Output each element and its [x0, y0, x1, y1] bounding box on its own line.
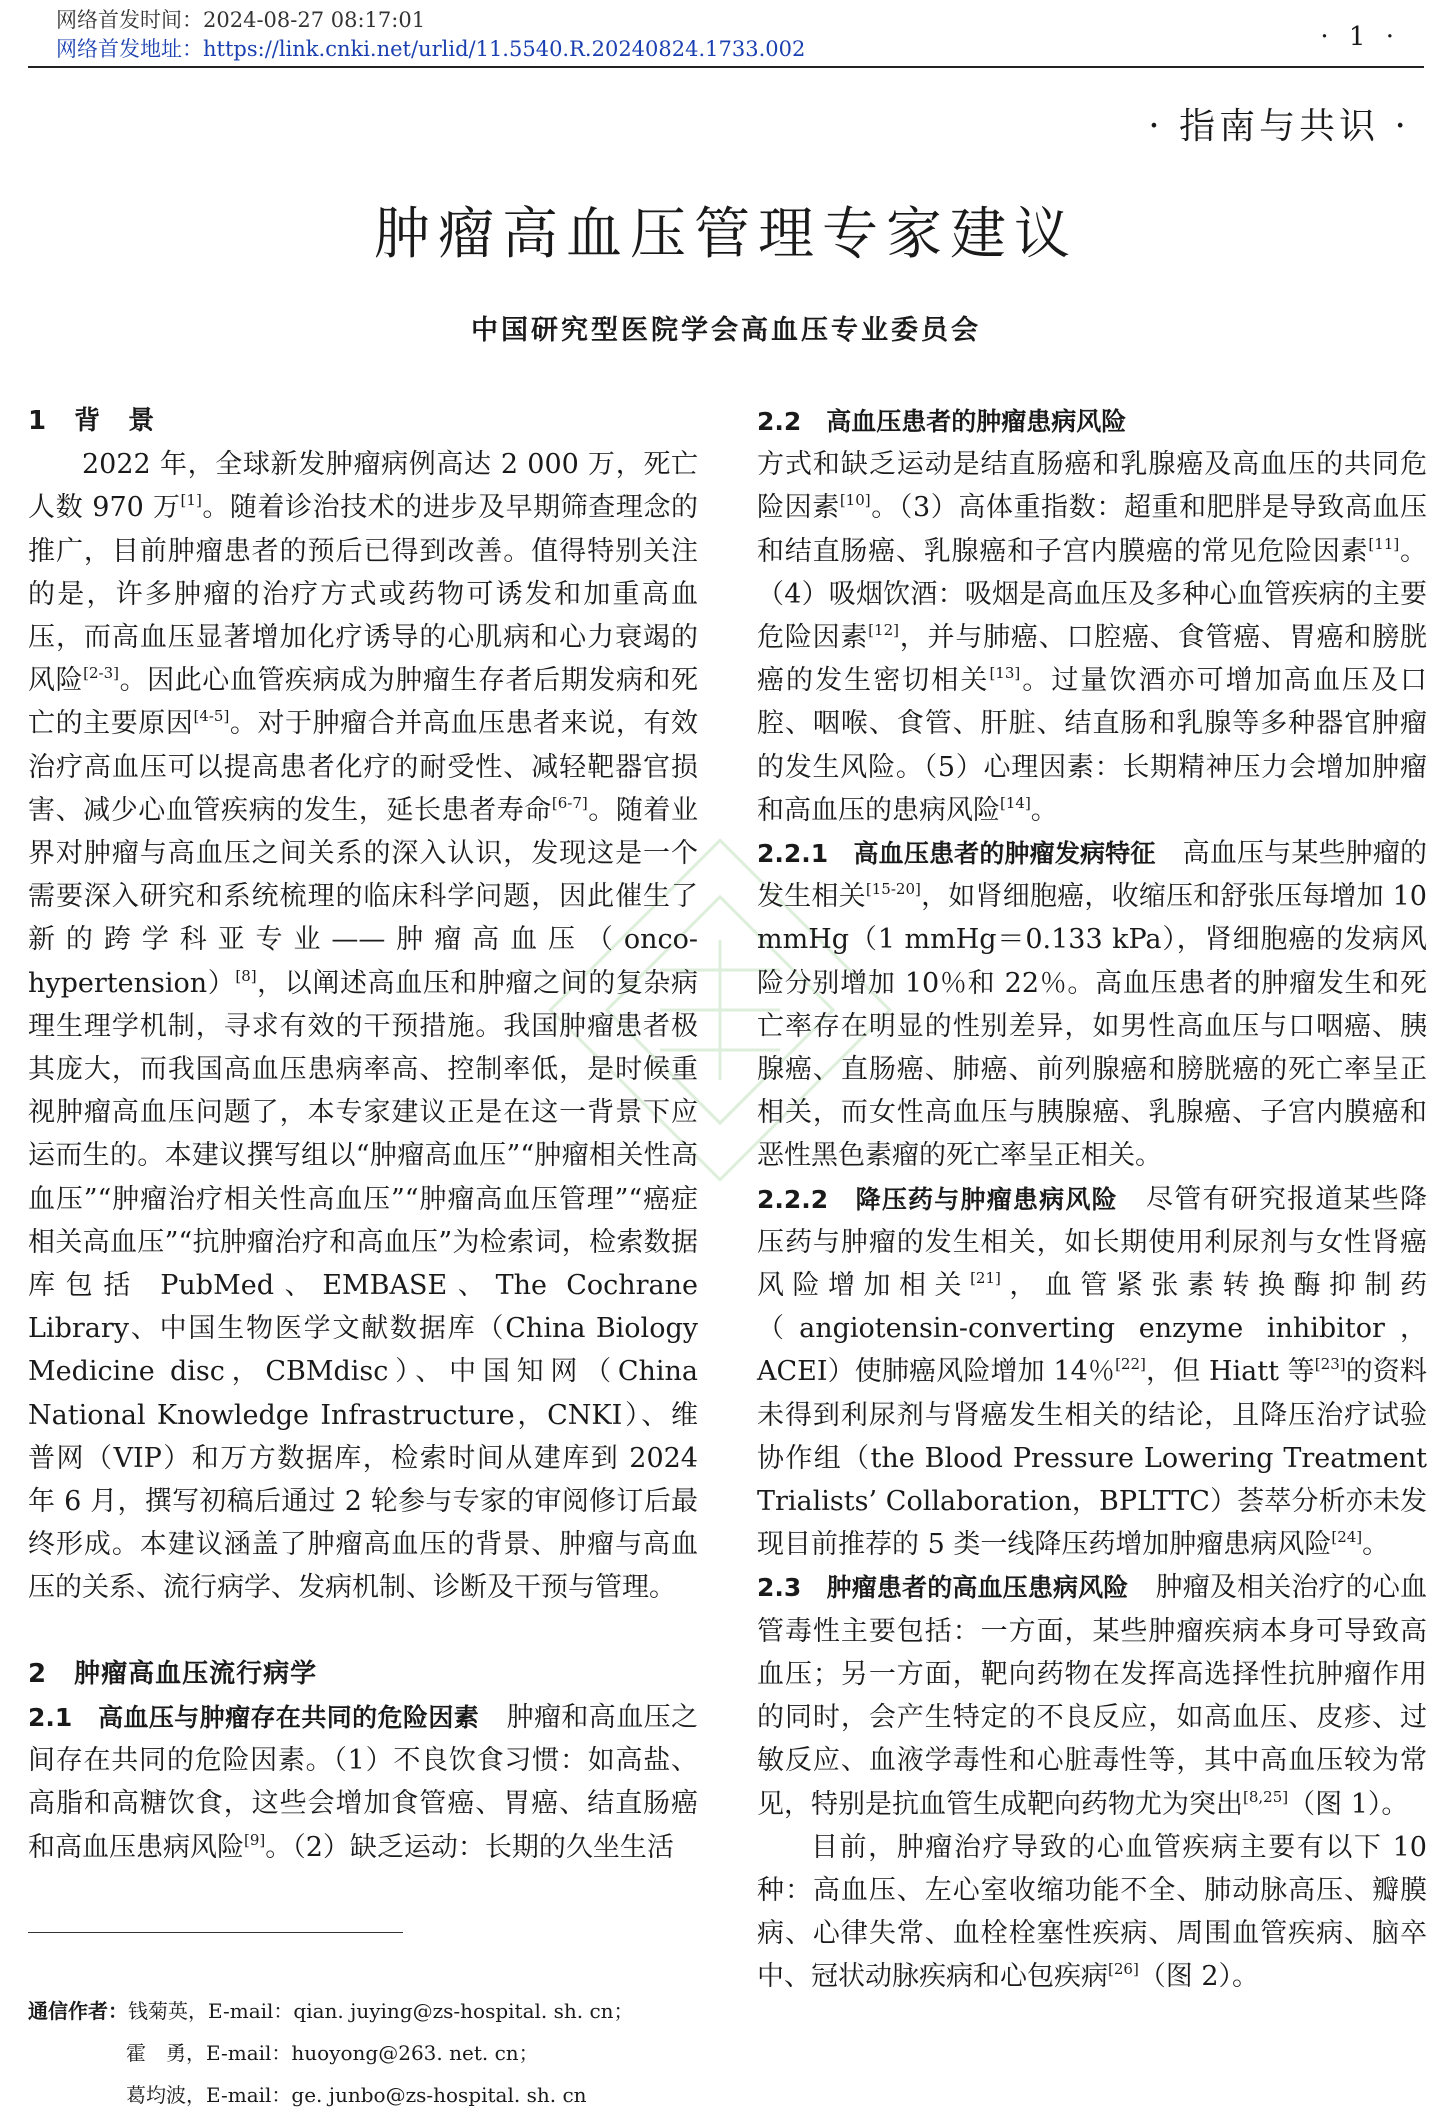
publication-meta — [56, 6, 805, 64]
page-number: · 1 · — [1320, 22, 1400, 52]
text-run: 尽管有研究报道某些降压药与肿瘤的发生相关，如长期使用利尿剂与女性肾癌风险增加相关 — [757, 1183, 1427, 1302]
publish-time: 网络首发时间：2024-08-27 08:17:01 — [56, 8, 426, 32]
footnote-divider — [28, 1932, 403, 1933]
publish-url[interactable]: 网络首发地址：https://link.cnki.net/urlid/11.5540.R.20240824.1733.002 — [56, 37, 806, 61]
citation[interactable]: [15-20] — [865, 880, 921, 899]
text-run: 。（3）高体重指数：超重和肥胖是导致高血压和结直肠癌、乳腺癌和子宫内膜癌的常见危险因素 — [757, 492, 1428, 567]
text-run: 肿瘤及相关治疗的心血管毒性主要包括：一方面，某些肿瘤疾病本身可导致高血压；另一方面，靶向药物在发挥高选择性抗肿瘤作用的同时，会产生特定的不良反应，如高血压、皮疹、过敏反应、血液学毒性和心脏毒性等，其中高血压较为常见，特别是抗血管生成靶向药物尤为突出 — [757, 1572, 1427, 1820]
text-run: ，但 Hiatt 等 — [1145, 1356, 1315, 1388]
text-run: ，血管紧张素转换酶抑制药（angiotensin-converting enzyme inhibitor，ACEI）使肺癌风险增加 14％ — [757, 1270, 1428, 1388]
subsection-heading-2-1: 2.1 高血压与肿瘤存在共同的危险因素 — [28, 1702, 480, 1732]
text-run: （图 1）。 — [1288, 1788, 1409, 1820]
citation[interactable]: [22] — [1115, 1355, 1146, 1374]
text-run: （图 2）。 — [1138, 1961, 1260, 1993]
citation[interactable]: [4-5] — [193, 707, 230, 726]
article-authors: 中国研究型医院学会高血压专业委员会 — [471, 315, 981, 346]
subsection-heading-2-2-2: 2.2.2 降压药与肿瘤患病风险 — [757, 1184, 1118, 1214]
text-run: 方式和缺乏运动是结直肠癌和乳腺癌及高血压的共同危险因素 — [757, 449, 1427, 524]
citation[interactable]: [8] — [235, 966, 257, 985]
section-2-1-paragraph: 2.1 高血压与肿瘤存在共同的危险因素 肿瘤和高血压之间存在共同的危险因素。（1）不良饮食习惯：如高盐、高脂和高糖饮食，这些会增加食管癌、胃癌、结直肠癌和高血压患病风险[9]。（2）缺乏运动：长期的久坐生活 — [28, 1701, 699, 1863]
citation[interactable]: [23] — [1314, 1355, 1346, 1374]
text-run: 。过量饮酒亦可增加高血压及口腔、咽喉、食管、肝脏、结直肠和乳腺等多种器官肿瘤的发生风险。（5）心理因素：长期精神压力会增加肿瘤和高血压的患病风险 — [757, 665, 1427, 826]
section-heading-2: 2 肿瘤高血压流行病学 — [28, 1658, 318, 1689]
footnote-author-2: 霍 勇，E-mail：huoyong@263. net. cn； — [126, 2041, 539, 2065]
footnote-author-3: 葛均波，E-mail：ge. junbo@zs-hospital. sh. cn — [126, 2083, 587, 2107]
text-run: 高血压与某些肿瘤的发生相关 — [757, 838, 1428, 913]
header-divider — [28, 66, 1424, 68]
section-tag: · 指南与共识 · — [1148, 106, 1410, 147]
citation[interactable]: [13] — [989, 664, 1021, 683]
citation[interactable]: [6-7] — [551, 793, 588, 812]
citation[interactable]: [24] — [1331, 1528, 1363, 1547]
left-column — [28, 400, 698, 1869]
section-2-3-paragraph — [757, 1566, 1427, 1825]
subsection-heading-2-2: 2.2 高血压患者的肿瘤患病风险 — [757, 407, 1127, 436]
section-2-2-1-paragraph — [757, 832, 1427, 1178]
text-run: 。（4）吸烟饮酒：吸烟是高血压及多种心血管疾病的主要危险因素 — [757, 535, 1428, 654]
corresponding-authors — [28, 1990, 634, 2116]
right-column — [757, 400, 1427, 1999]
citation[interactable]: [9] — [244, 1830, 266, 1849]
citation[interactable]: [2-3] — [83, 664, 120, 683]
footnote-author-1: 钱菊英，E-mail：qian. juying@zs-hospital. sh. cn； — [128, 1999, 634, 2023]
section-2-2-2-paragraph — [757, 1178, 1427, 1567]
section-heading-1: 1 背 景 — [28, 406, 156, 436]
text-run: ，如肾细胞癌，收缩压和舒张压每增加 10 mmHg（1 mmHg＝0.133 kPa），肾细胞癌的发病风险分别增加 10％和 22％。高血压患者的肿瘤发生和死亡率存在明显的性别差异，如男性高血压与口咽癌、胰腺癌、直肠癌、肺癌、前列腺癌和膀胱癌的死亡率呈正相关，而女性高血压与胰腺癌、乳腺癌、子宫内膜癌和恶性黑色素瘤的死亡率呈正相关。 — [757, 881, 1427, 1172]
footnote-label: 通信作者： — [28, 1999, 128, 2023]
text-run: 的资料未得到利尿剂与肾癌发生相关的结论，且降压治疗试验协作组（the Blood Pressure Lowering Treatment Trialists’ Collaboration，BPLTTC）荟萃分析亦未发现目前推荐的 5 类一线降压药增加肿瘤患病风险 — [757, 1356, 1427, 1561]
citation[interactable]: [26] — [1108, 1960, 1139, 1979]
citation[interactable]: [10] — [839, 491, 871, 510]
text-run: 目前，肿瘤治疗导致的心血管疾病主要有以下 10 种：高血压、左心室收缩功能不全、肺动脉高压、瓣膜病、心律失常、血栓栓塞性疾病、周围血管疾病、脑卒中、冠状动脉疾病和心包疾病 — [757, 1831, 1427, 1993]
citation[interactable]: [14] — [1000, 793, 1031, 812]
citation[interactable]: [21] — [970, 1269, 1001, 1288]
citation[interactable]: [1] — [180, 491, 202, 510]
section-2-3-paragraph-2 — [757, 1826, 1427, 1999]
background-paragraph: 2022 年，全球新发肿瘤病例高达 2 000 万，死亡人数 970 万[1]。随着诊治技术的进步及早期筛查理念的推广，目前肿瘤患者的预后已得到改善。值得特别关注的是，许多肿瘤的治疗方式或药物可诱发和加重高血压，而高血压显著增加化疗诱导的心肌病和心力衰竭的风险[2-3]。因此心血管疾病成为肿瘤生存者后期发病和死亡的主要原因[4-5]。对于肿瘤合并高血压患者来说，有效治疗高血压可以提高患者化疗的耐受性、减轻靶器官损害、减少心血管疾病的发生，延长患者寿命[6-7]。随着业界对肿瘤与高血压之间关系的深入认识，发现这是一个需要深入研究和系统梳理的临床科学问题，因此催生了新的跨学科亚专业——肿瘤高血压（onco-hypertension）[8]，以阐述高血压和肿瘤之间的复杂病理生理学机制，寻求有效的干预措施。我国肿瘤患者极其庞大，而我国高血压患病率高、控制率低，是时候重视肿瘤高血压问题了，本专家建议正是在这一背景下应运而生的。本建议撰写组以“肿瘤高血压”“肿瘤相关性高血压”“肿瘤治疗相关性高血压”“肿瘤高血压管理”“癌症相关高血压”“抗肿瘤治疗和高血压”为检索词，检索数据库包括 PubMed、EMBASE、The Cochrane Library、中国生物医学文献数据库（China Biology Medicine disc，CBMdisc）、中国知网（China National Knowledge Infrastructure，CNKI）、维普网（VIP）和万方数据库，检索时间从建库到 2024 年 6 月，撰写初稿后通过 2 轮参与专家的审阅修订后最终形成。本建议涵盖了肿瘤高血压的背景、肿瘤与高血压的关系、流行病学、发病机制、诊断及干预与管理。 — [28, 449, 699, 1604]
subsection-heading-2-3: 2.3 肿瘤患者的高血压患病风险 — [757, 1573, 1129, 1603]
text-run: 。 — [1362, 1529, 1390, 1561]
citation[interactable]: [8,25] — [1243, 1787, 1289, 1806]
citation[interactable]: [12] — [868, 621, 899, 640]
citation[interactable]: [11] — [1368, 534, 1400, 553]
article-title: 肿瘤高血压管理专家建议 — [374, 202, 1078, 267]
section-2-1-paragraph-continued: 方式和缺乏运动是结直肠癌和乳腺癌及高血压的共同危险因素[10]。（3）高体重指数：超重和肥胖是导致高血压和结直肠癌、乳腺癌和子宫内膜癌的常见危险因素[11]。（4）吸烟饮酒：吸烟是高血压及多种心血管疾病的主要危险因素[12]，并与肺癌、口腔癌、食管癌、胃癌和膀胱癌的发生密切相关[13]。过量饮酒亦可增加高血压及口腔、咽喉、食管、肝脏、结直肠和乳腺等多种器官肿瘤的发生风险。（5）心理因素：长期精神压力会增加肿瘤和高血压的患病风险[14]。 — [757, 449, 1428, 826]
text-run: ，并与肺癌、口腔癌、食管癌、胃癌和膀胱癌的发生密切相关 — [757, 622, 1428, 697]
subsection-heading-2-2-1: 2.2.1 高血压患者的肿瘤发病特征 — [757, 839, 1156, 869]
